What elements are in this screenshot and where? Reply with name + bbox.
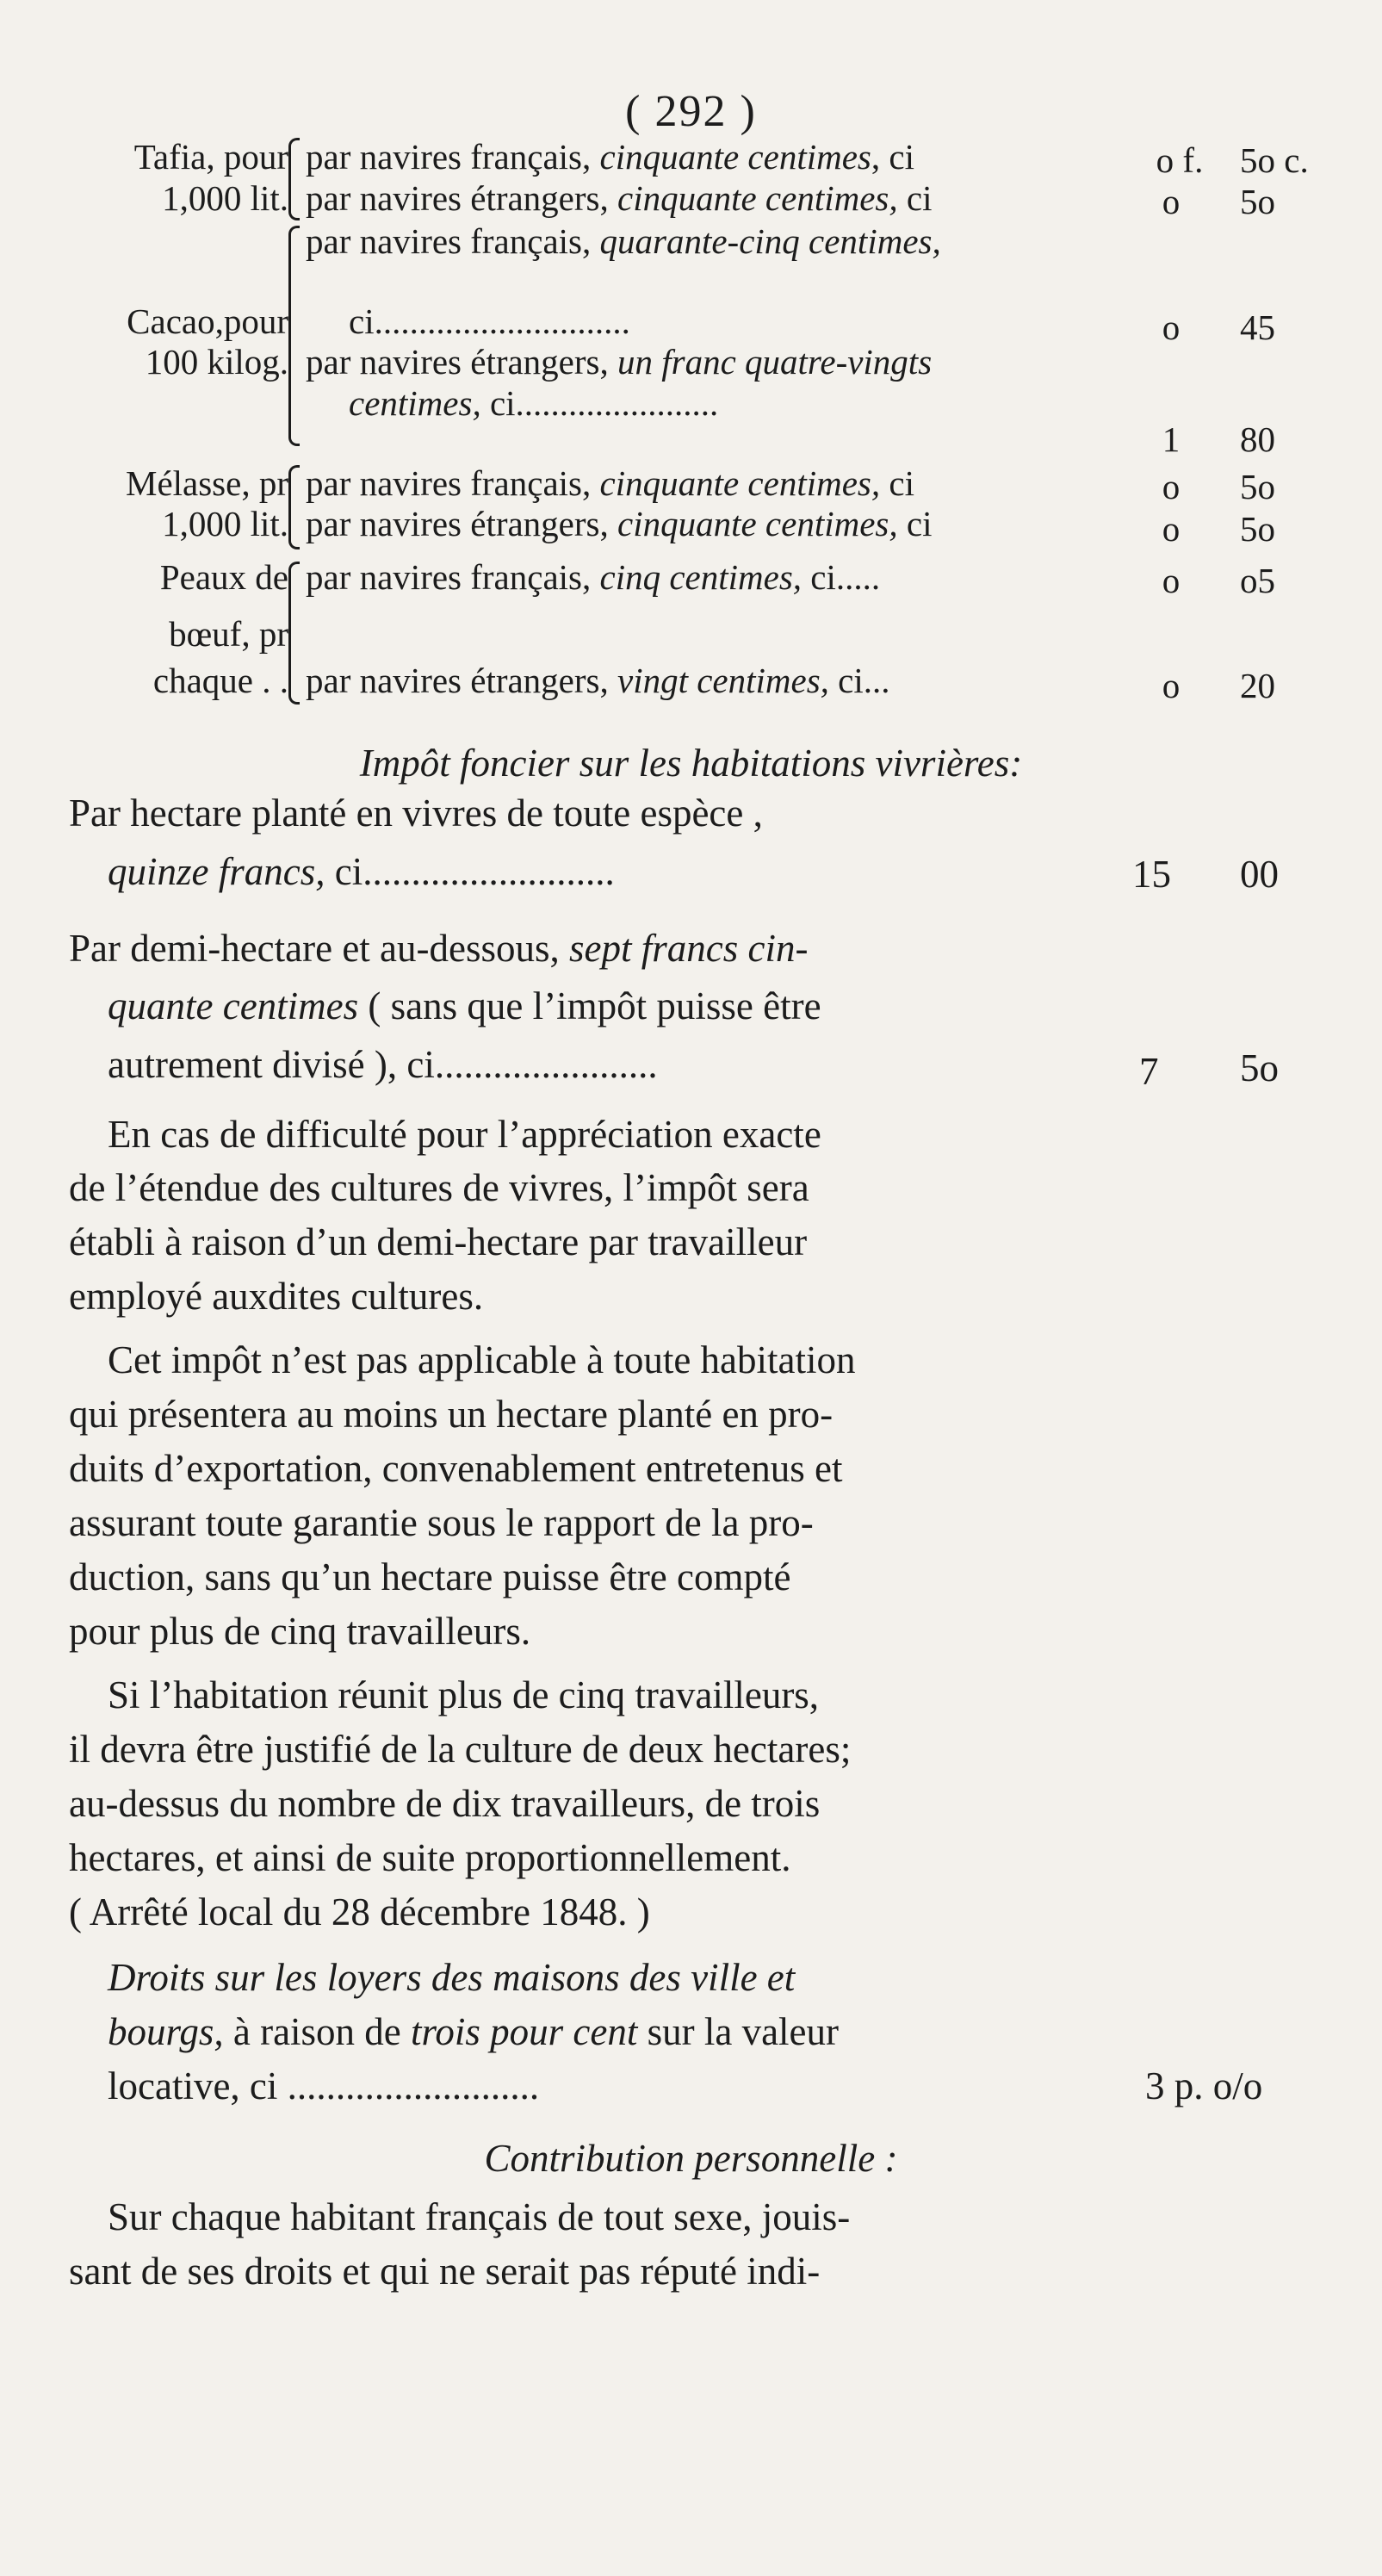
tariff-label: Cacao,pour <box>127 301 288 341</box>
amount-centimes: 5o <box>1240 467 1275 506</box>
amount-francs: o <box>1162 509 1181 549</box>
tariff-label: 1,000 lit. <box>162 178 288 218</box>
amount-centimes: o5 <box>1240 561 1275 600</box>
text-line: duction, sans qu’un hectare puisse être compté <box>69 1555 791 1598</box>
brace <box>288 138 300 220</box>
amount-francs: 15 <box>1132 853 1171 896</box>
tariff-line: centimes, ci....................... <box>349 383 719 423</box>
tariff-label: 1,000 lit. <box>162 504 288 543</box>
tariff-line: par navires étrangers, cinquante centimes, ci <box>306 178 933 218</box>
text-line: quante centimes ( sans que l’impôt puisse être <box>108 984 821 1027</box>
text-line: Par hectare planté en vivres de toute espèce , <box>69 791 763 835</box>
text-line: ( Arrêté local du 28 décembre 1848. ) <box>69 1890 650 1934</box>
text-line: bourgs, à raison de trois pour cent sur la valeur <box>108 2010 840 2053</box>
text-line: employé auxdites cultures. <box>69 1275 484 1318</box>
amount-francs: o <box>1162 467 1181 506</box>
text-line: au-dessus du nombre de dix travailleurs, de trois <box>69 1782 821 1825</box>
section-heading: Impôt foncier sur les habitations vivrières: <box>359 742 1023 785</box>
brace <box>288 226 300 446</box>
text-line: quinze francs, ci.......................... <box>108 850 615 893</box>
text-line: de l’étendue des cultures de vivres, l’impôt sera <box>69 1166 809 1209</box>
text-line: sant de ses droits et qui ne serait pas réputé indi- <box>69 2250 821 2293</box>
tariff-line: par navires français, quarante-cinq centimes, <box>306 221 941 261</box>
tariff-label: bœuf, pr <box>169 614 288 654</box>
text-line: autrement divisé ), ci....................... <box>108 1043 658 1086</box>
text-line: établi à raison d’un demi-hectare par travailleur <box>69 1220 808 1263</box>
text-line: Sur chaque habitant français de tout sexe, jouis- <box>108 2195 851 2238</box>
tariff-line: ci............................. <box>349 301 630 341</box>
text-line: qui présentera au moins un hectare planté en pro- <box>69 1393 834 1436</box>
tariff-label: chaque . . <box>152 661 288 700</box>
page-number: ( 292 ) <box>625 87 757 136</box>
text-line: Par demi-hectare et au-dessous, sept francs cin- <box>69 927 809 970</box>
tariff-label: 100 kilog. <box>145 342 288 382</box>
amount-centimes: 5o <box>1240 182 1275 221</box>
amount-centimes: 5o <box>1240 1046 1279 1089</box>
amount-rate: 3 p. o/o <box>1145 2064 1263 2107</box>
amount-centimes: 80 <box>1240 419 1275 459</box>
text-line: En cas de difficulté pour l’appréciation exacte <box>108 1113 821 1156</box>
tariff-label: Peaux de <box>159 557 288 597</box>
amount-francs: o <box>1162 182 1181 221</box>
text-line: duits d’exportation, convenablement entretenus et <box>69 1447 843 1490</box>
amount-centimes: 20 <box>1240 666 1275 705</box>
amount-centimes: 45 <box>1240 307 1275 347</box>
text-line: locative, ci .......................... <box>108 2064 540 2107</box>
tariff-line: par navires étrangers, cinquante centimes, ci <box>306 504 933 543</box>
amount-centimes: 5o c. <box>1240 140 1309 180</box>
tariff-line: par navires étrangers, un franc quatre-vingts <box>306 342 933 382</box>
amount-centimes: 00 <box>1240 853 1279 896</box>
tariff-label: Tafia, pour <box>133 137 288 177</box>
amount-centimes: 5o <box>1240 509 1275 549</box>
text-line: pour plus de cinq travailleurs. <box>69 1610 531 1653</box>
text-line: assurant toute garantie sous le rapport de la pro- <box>69 1501 814 1544</box>
section-heading: Contribution personnelle : <box>484 2137 898 2180</box>
amount-francs: o <box>1162 307 1181 347</box>
tariff-line: par navires français, cinquante centimes, ci <box>306 463 914 503</box>
text-line: il devra être justifié de la culture de deux hectares; <box>69 1728 852 1771</box>
text-line: Cet impôt n’est pas applicable à toute habitation <box>108 1338 856 1381</box>
tariff-line: par navires français, cinq centimes, ci..... <box>306 557 881 597</box>
amount-francs: o <box>1162 666 1181 705</box>
amount-francs: 1 <box>1162 419 1181 459</box>
tariff-label: Mélasse, pr <box>125 463 288 503</box>
brace <box>288 465 300 549</box>
text-line: Si l’habitation réunit plus de cinq travailleurs, <box>108 1673 820 1716</box>
amount-francs: o f. <box>1156 140 1204 180</box>
amount-francs: 7 <box>1139 1050 1159 1093</box>
text-line: Droits sur les loyers des maisons des ville et <box>108 1956 796 1999</box>
tariff-line: par navires français, cinquante centimes, ci <box>306 137 914 177</box>
text-line: hectares, et ainsi de suite proportionnellement. <box>69 1836 791 1879</box>
brace <box>288 562 300 705</box>
amount-francs: o <box>1162 561 1181 600</box>
tariff-line: par navires étrangers, vingt centimes, ci... <box>306 661 890 700</box>
